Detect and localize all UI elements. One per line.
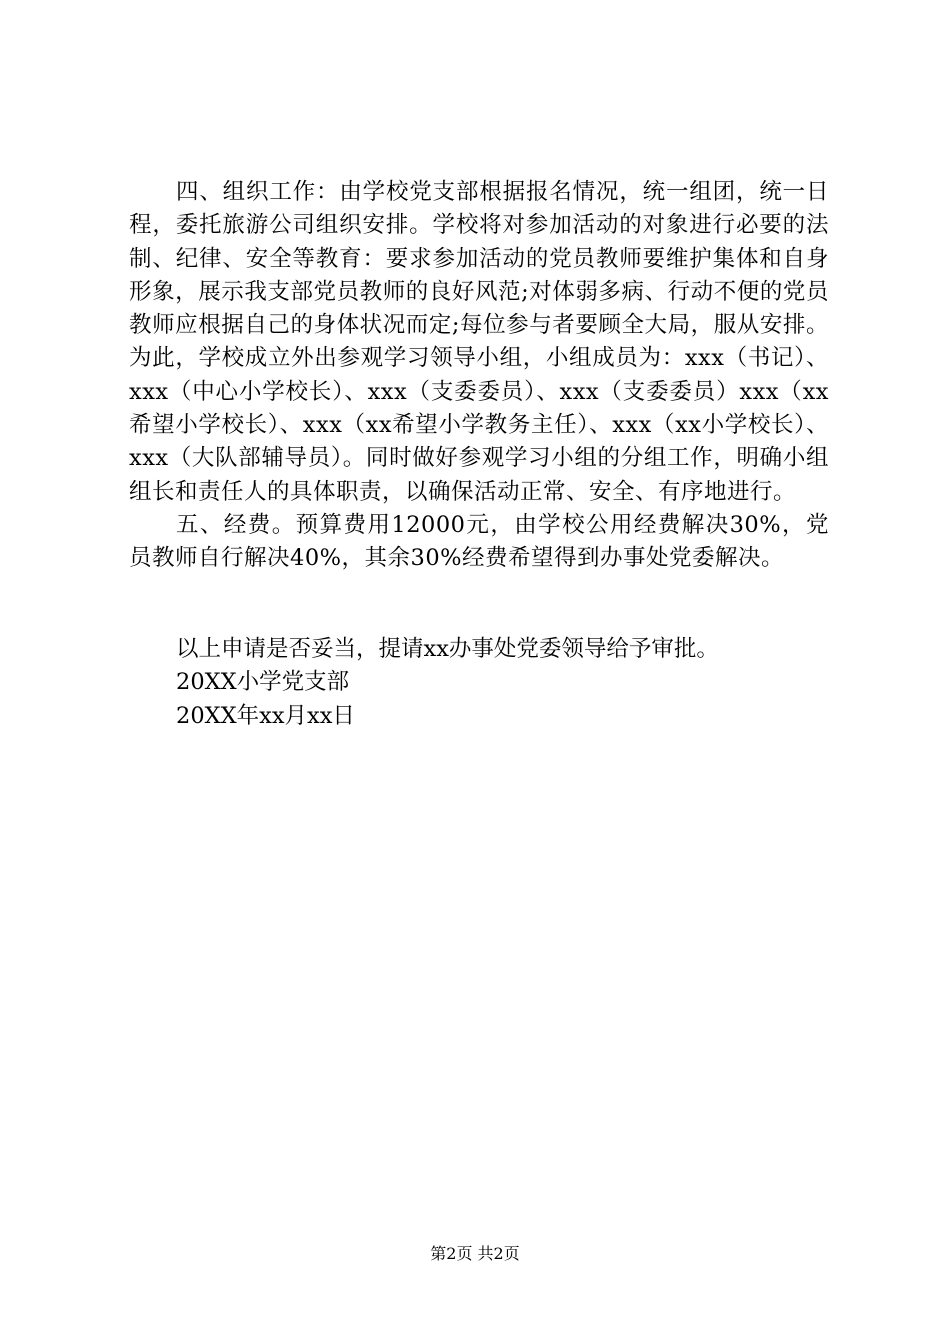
closing-block	[176, 633, 836, 733]
signature: 20XX小学党支部	[176, 669, 350, 696]
paragraph-organization-work: 四、组织工作：由学校党支部根据报名情况，统一组团，统一日程，委托旅游公司组织安排。学校将对参加活动的对象进行必要的法制、纪律、安全等教育：要求参加活动的党员教师要维护集体和自身形象，展示我支部党员教师的良好风范;对体弱多病、行动不便的党员教师应根据自己的身体状况而定;每位参与者要顾全大局，服从安排。为此，学校成立外出参观学习领导小组，小组成员为：xxx（书记）、xxx（中心小学校长）、xxx（支委委员）、xxx（支委委员）xxx（xx希望小学校长）、xxx（xx希望小学教务主任）、xxx（xx小学校长）、xxx（大队部辅导员）。同时做好参观学习小组的分组工作，明确小组组长和责任人的具体职责，以确保活动正常、安全、有序地进行。	[129, 179, 829, 505]
paragraph-funding: 五、经费。预算费用12000元，由学校公用经费解决30%，党员教师自行解决40%，其余30%经费希望得到办事处党委解决。	[129, 511, 829, 572]
page-footer: 第2页 共2页	[430, 1244, 520, 1263]
document-body	[129, 176, 829, 576]
approval-request: 以上申请是否妥当，提请xx办事处党委领导给予审批。	[176, 636, 719, 662]
date: 20XX年xx月xx日	[176, 702, 355, 729]
